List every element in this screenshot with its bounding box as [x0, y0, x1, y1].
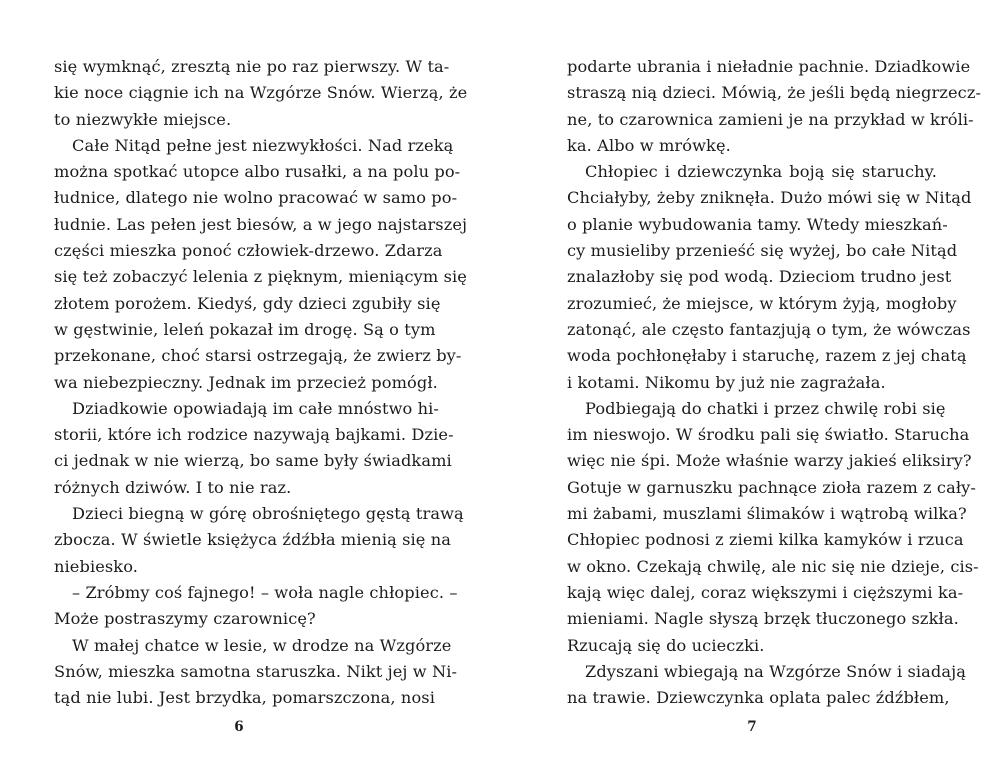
text-line: więc nie śpi. Może właśnie warzy jakieś eliksiry?: [567, 451, 972, 471]
text-line: o planie wybudowania tamy. Wtedy mieszkań-: [567, 214, 948, 234]
text-line: i kotami. Nikomu by już nie zagrażała.: [567, 372, 886, 392]
page-number: 6: [234, 719, 244, 735]
text-line: zbocza. W świetle księżyca źdźbła mienią się na: [54, 530, 452, 550]
text-line: na trawie. Dziewczynka oplata palec źdźbłem,: [567, 688, 950, 708]
text-line: części mieszka ponoć człowiek-drzewo. Zdarza: [54, 241, 443, 261]
text-line: kie noce ciągnie ich na Wzgórze Snów. Wierzą, że: [54, 83, 468, 103]
text-line: wa niebezpieczny. Jednak im przecież pomógł.: [54, 372, 438, 392]
text-line: Chciałyby, żeby zniknęła. Dużo mówi się w Nitąd: [567, 188, 972, 208]
text-line: zatonąć, ale często fantazjują o tym, że wówczas: [567, 319, 971, 339]
text-line: im nieswojo. W środku pali się światło. Starucha: [567, 425, 970, 445]
right-page-text: [567, 54, 982, 711]
text-line: cy musieliby przenieść się wyżej, bo całe Nitąd: [567, 241, 958, 261]
text-line: łudnice, dlatego nie wolno pracować w samo po-: [54, 188, 458, 208]
text-line: różnych dziwów. I to nie raz.: [54, 477, 292, 497]
text-line: zrozumieć, że miejsce, w którym żyją, mogłoby: [567, 293, 957, 313]
text-line: ci jednak w nie wierzą, bo same były świadkami: [54, 451, 452, 471]
text-line: Rzucają się do ucieczki.: [567, 635, 765, 655]
text-line: podarte ubrania i nieładnie pachnie. Dziadkowie: [567, 57, 971, 76]
text-line: Gotuje w garnuszku pachnące zioła razem z cały-: [567, 477, 976, 497]
text-line: Całe Nitąd pełne jest niezwykłości. Nad rzeką: [72, 135, 454, 155]
text-line: Dzieci biegną w górę obrośniętego gęstą trawą: [72, 504, 464, 524]
text-line: Może postraszymy czarownicę?: [54, 609, 316, 629]
left-page-text: [54, 54, 468, 711]
text-line: tąd nie lubi. Jest brzydka, pomarszczona, nosi: [54, 688, 435, 708]
text-line: można spotkać utopce albo rusałki, a na polu po-: [54, 162, 461, 182]
text-line: Snów, mieszka samotna staruszka. Nikt jej w Ni-: [54, 661, 458, 681]
text-line: W małej chatce w lesie, w drodze na Wzgórze: [72, 635, 452, 655]
text-line: niebiesko.: [54, 556, 139, 576]
text-line: Podbiegają do chatki i przez chwilę robi się: [585, 398, 946, 418]
text-line: się wymknąć, zresztą nie po raz pierwszy. W ta-: [54, 57, 450, 76]
page-number: 7: [747, 719, 757, 735]
text-line: Chłopiec podnosi z ziemi kilka kamyków i rzuca: [567, 530, 964, 550]
text-line: woda pochłonęłaby i staruchę, razem z jej chatą: [567, 346, 967, 366]
text-line: znalazłoby się pod wodą. Dzieciom trudno jest: [567, 267, 952, 287]
right-page: [567, 54, 982, 754]
text-line: mieniami. Nagle słyszą brzęk tłuczonego szkła.: [567, 609, 959, 629]
text-line: łudnie. Las pełen jest biesów, a w jego najstarszej: [54, 214, 468, 234]
text-line: to niezwykłe miejsce.: [54, 109, 232, 129]
text-line: Dziadkowie opowiadają im całe mnóstwo hi-: [72, 398, 439, 418]
text-line: ka. Albo w mrówkę.: [567, 135, 731, 155]
text-line: przekonane, choć starsi ostrzegają, że zwierz by-: [54, 346, 462, 366]
text-line: kają więc dalej, coraz większymi i cięższymi ka-: [567, 582, 964, 602]
text-line: Chłopiec i dziewczynka boją się staruchy.: [585, 162, 937, 182]
text-line: ne, to czarownica zamieni je na przykład w króli-: [567, 109, 974, 129]
text-line: straszą nią dzieci. Mówią, że jeśli będą niegrzecz-: [567, 83, 982, 103]
text-line: storii, które ich rodzice nazywają bajkami. Dzie-: [54, 425, 454, 445]
text-line: złotem porożem. Kiedyś, gdy dzieci zgubiły się: [54, 293, 441, 313]
text-line: się też zobaczyć lelenia z pięknym, mieniącym się: [54, 267, 467, 287]
text-line: mi żabami, muszlami ślimaków i wątrobą wilka?: [567, 504, 967, 524]
left-page: [54, 54, 468, 754]
text-line: – Zróbmy coś fajnego! – woła nagle chłopiec. –: [72, 582, 458, 602]
text-line: Zdyszani wbiegają na Wzgórze Snów i siadają: [585, 661, 966, 681]
text-line: w gęstwinie, leleń pokazał im drogę. Są o tym: [54, 319, 436, 339]
text-line: w okno. Czekają chwilę, ale nic się nie dzieje, cis-: [567, 556, 979, 576]
